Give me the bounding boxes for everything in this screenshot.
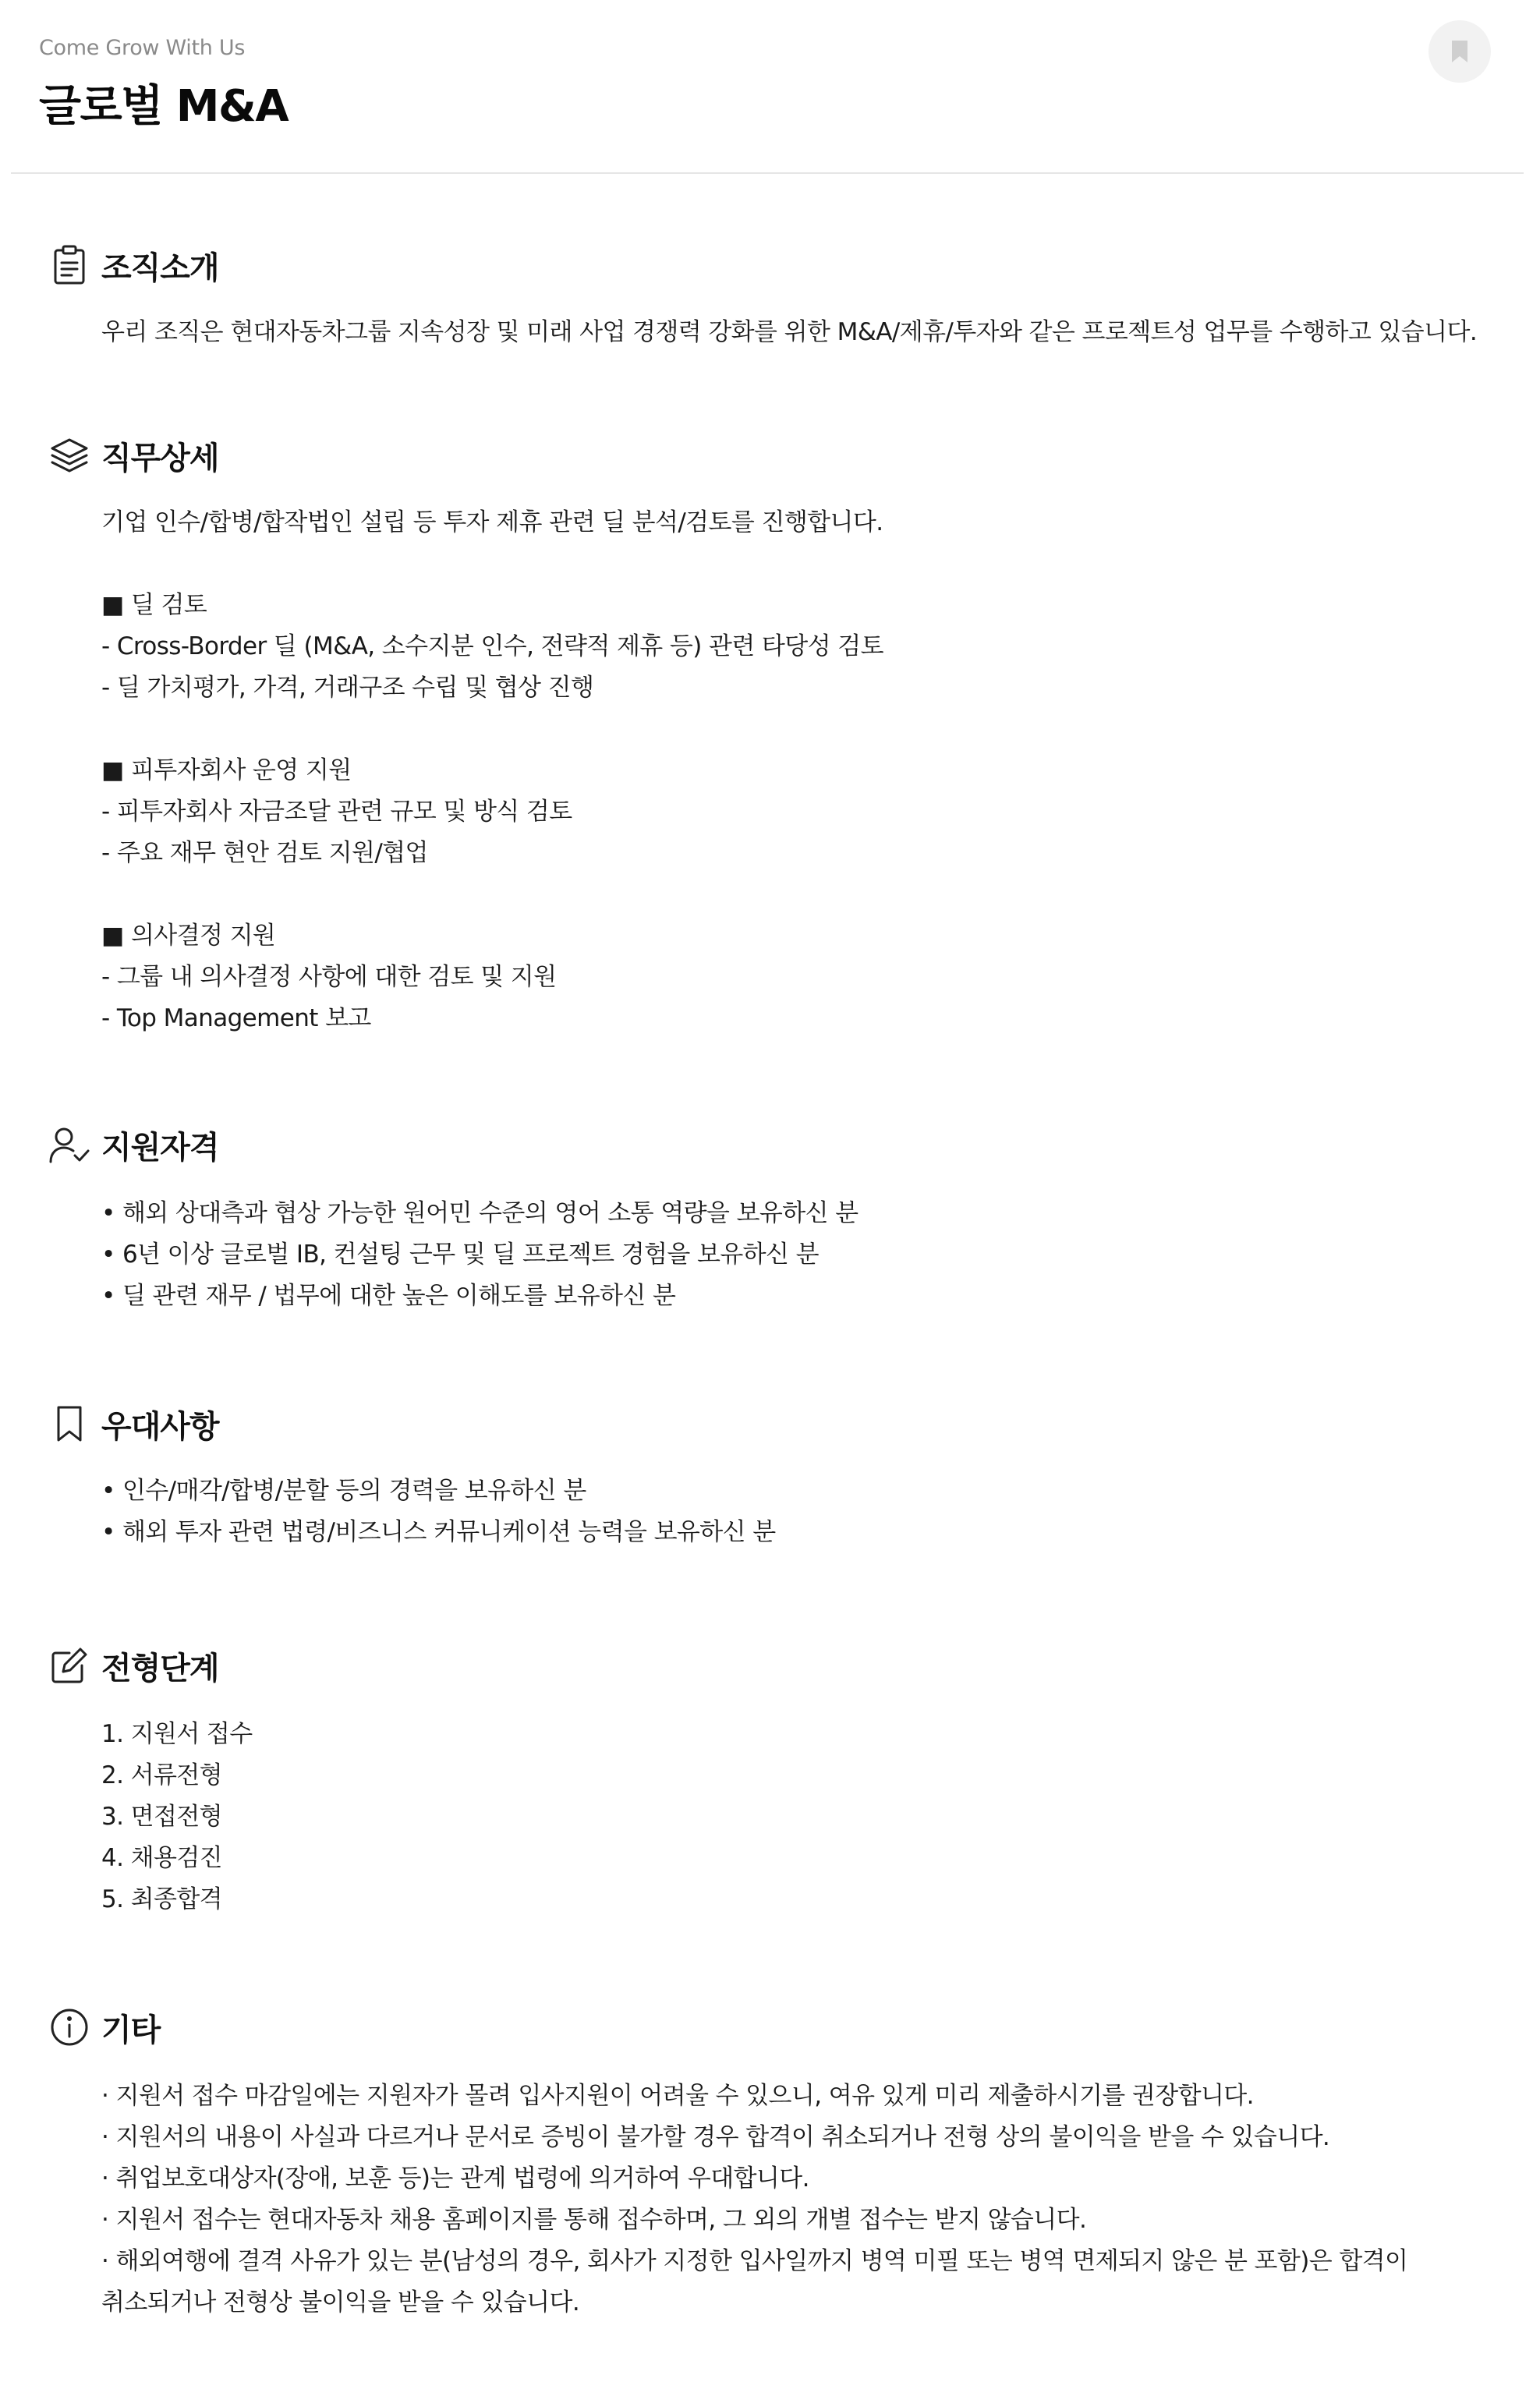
job-header [0, 0, 1540, 175]
page-title: 글로벌 M&A [39, 81, 289, 132]
list-item: 1. 지원서 접수 [101, 1720, 253, 1748]
list-item: · 취업보호대상자(장애, 보훈 등)는 관계 법령에 의거하여 우대합니다. [101, 2164, 809, 2193]
user-check-icon [48, 1124, 90, 1165]
bookmark-icon [1450, 39, 1470, 64]
section-heading [48, 434, 219, 477]
list-item: - 딜 가치평가, 가격, 거래구조 수립 및 협상 진행 [101, 674, 594, 702]
section-title: 지원자격 [101, 1129, 219, 1166]
section-title: 기타 [101, 2012, 161, 2048]
list-item-continued: 취소되거나 전형상 불이익을 받을 수 있습니다. [101, 2288, 580, 2317]
list-item: 3. 면접전형 [101, 1803, 223, 1831]
list-item: • 해외 상대측과 협상 가능한 원어민 수준의 영어 소통 역량을 보유하신 분 [101, 1199, 859, 1227]
section-heading [48, 243, 219, 287]
section-heading [48, 1123, 219, 1166]
bookmark-button[interactable] [1428, 20, 1491, 83]
section-body [101, 1193, 859, 1317]
list-item: - Cross-Border 딜 (M&A, 소수지분 인수, 전략적 제휴 등) 관련 타당성 검토 [101, 632, 883, 660]
section-body [101, 1714, 253, 1920]
list-item: · 지원서 접수 마감일에는 지원자가 몰려 입사지원이 어려울 수 있으니, 여유 있게 미리 제출하시기를 권장합니다. [101, 2082, 1254, 2110]
list-item: · 해외여행에 결격 사유가 있는 분(남성의 경우, 회사가 지정한 입사일까지 병역 미필 또는 병역 면제되지 않은 분 포함)은 합격이 [101, 2247, 1408, 2275]
list-item: 5. 최종합격 [101, 1885, 223, 1913]
body-line: 우리 조직은 현대자동차그룹 지속성장 및 미래 사업 경쟁력 강화를 위한 M&A/제휴/투자와 같은 프로젝트성 업무를 수행하고 있습니다. [101, 318, 1478, 346]
section-heading [48, 1402, 219, 1446]
clipboard-icon [50, 244, 89, 286]
list-item: • 해외 투자 관련 법령/비즈니스 커뮤니케이션 능력을 보유하신 분 [101, 1518, 776, 1546]
section-body [101, 2076, 1407, 2324]
list-item: · 지원서 접수는 현대자동차 채용 홈페이지를 통해 접수하며, 그 외의 개별 접수는 받지 않습니다. [101, 2206, 1087, 2234]
list-item: • 인수/매각/합병/분할 등의 경력을 보유하신 분 [101, 1477, 586, 1505]
section-title: 조직소개 [101, 250, 219, 286]
bookmark-outline-icon [54, 1404, 85, 1443]
section-body [101, 1471, 776, 1553]
section-heading [48, 2005, 160, 2049]
edit-icon [49, 1645, 90, 1686]
eyebrow-text: Come Grow With Us [39, 36, 246, 60]
section-heading [48, 1644, 219, 1687]
header-divider [11, 172, 1524, 174]
list-item: 4. 채용검진 [101, 1844, 223, 1872]
section-title: 우대사항 [101, 1408, 219, 1445]
list-item: • 딜 관련 재무 / 법무에 대한 높은 이해도를 보유하신 분 [101, 1282, 676, 1310]
section-title: 전형단계 [101, 1650, 219, 1687]
list-item: - Top Management 보고 [101, 1004, 371, 1032]
list-item: - 주요 재무 현안 검토 지원/협업 [101, 839, 428, 867]
list-item: - 피투자회사 자금조달 관련 규모 및 방식 검토 [101, 798, 572, 826]
group-heading: ■ 피투자회사 운영 지원 [101, 756, 352, 784]
layers-icon [49, 435, 90, 476]
list-item: 2. 서류전형 [101, 1761, 223, 1789]
section-title: 직무상세 [101, 440, 219, 476]
list-item: · 지원서의 내용이 사실과 다르거나 문서로 증빙이 불가할 경우 합격이 취소되거나 전형 상의 불이익을 받을 수 있습니다. [101, 2123, 1330, 2151]
group-heading: ■ 의사결정 지원 [101, 922, 276, 950]
info-icon [49, 2007, 90, 2048]
body-line: 기업 인수/합병/합작법인 설립 등 투자 제휴 관련 딜 분석/검토를 진행합니다. [101, 508, 883, 536]
section-body [101, 312, 1477, 353]
section-body [101, 502, 883, 1039]
group-heading: ■ 딜 검토 [101, 591, 207, 619]
list-item: - 그룹 내 의사결정 사항에 대한 검토 및 지원 [101, 963, 557, 991]
list-item: • 6년 이상 글로벌 IB, 컨설팅 근무 및 딜 프로젝트 경험을 보유하신 분 [101, 1241, 819, 1269]
